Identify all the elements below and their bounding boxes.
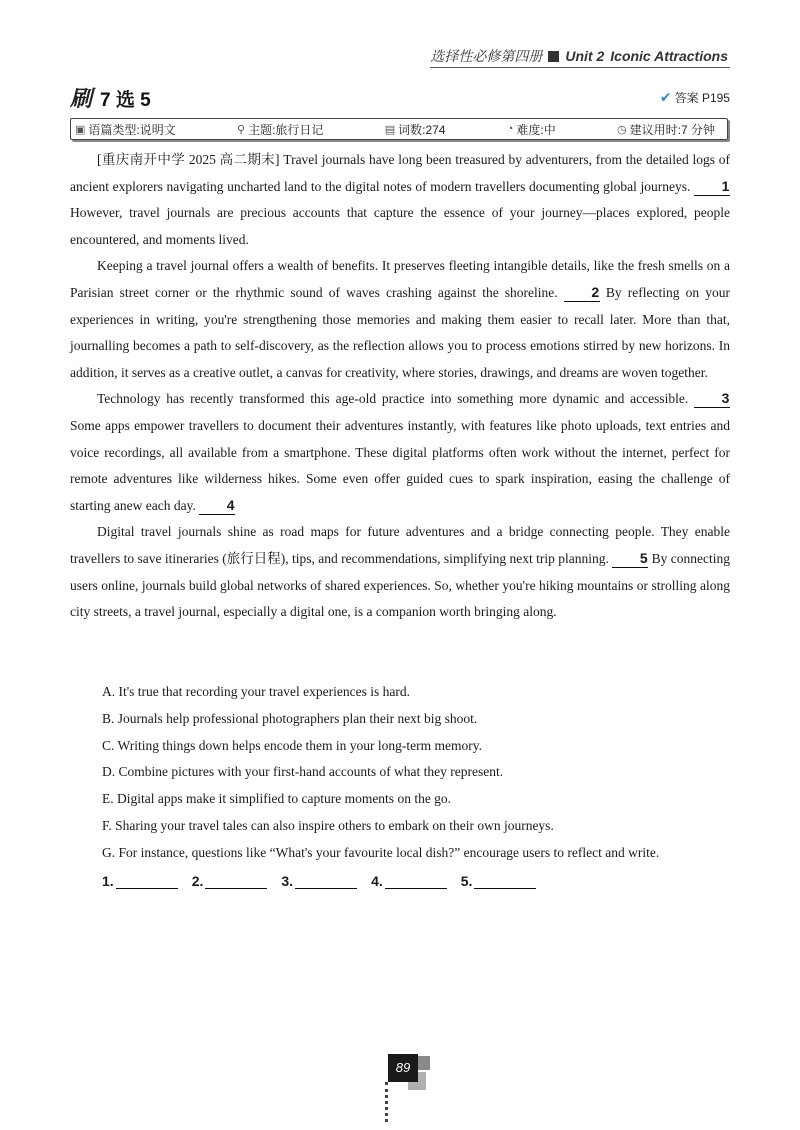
reading-passage	[70, 147, 730, 626]
section-title	[70, 82, 151, 113]
page-number: 89	[388, 1054, 418, 1082]
info-bar	[70, 118, 728, 140]
difficulty-label: 难度:中	[516, 122, 556, 137]
paragraph-text: Technology has recently transformed this age-old practice into something more dynamic and accessible.	[97, 391, 689, 407]
topic-label: 主题:旅行日记	[248, 122, 324, 137]
page-dots	[385, 1082, 391, 1122]
option-b: B. Journals help professional photographers plan their next big shoot.	[102, 710, 478, 726]
answer-label: 4.	[371, 873, 383, 889]
checkmark-icon: ✔	[659, 88, 672, 105]
paragraph-1	[70, 147, 730, 253]
blank-5[interactable]: 5	[612, 549, 648, 568]
option-e: E. Digital apps make it simplified to capture moments on the go.	[102, 791, 452, 807]
answer-label: 5.	[460, 873, 473, 889]
unit-title: Iconic Attractions	[610, 48, 728, 64]
option-a: A. It's true that recording your travel experiences is hard.	[102, 684, 410, 699]
answer-label: 2.	[191, 873, 204, 889]
answer-label: 3.	[281, 873, 294, 889]
paragraph-2	[70, 253, 730, 386]
running-header	[430, 46, 728, 66]
answer-slot-2[interactable]	[192, 872, 268, 889]
answer-label: 1.	[102, 873, 114, 889]
answer-slot-1[interactable]	[102, 872, 178, 889]
paragraph-4	[70, 519, 730, 625]
paragraph-text: However, travel journals are precious accounts that capture the essence of your journey—places explored, people encountered, and moments lived.	[70, 205, 730, 247]
blank-1[interactable]: 1	[694, 177, 730, 196]
answer-page: 答案 P195	[674, 90, 730, 105]
paragraph-text: By reflecting on your experiences in writing, you're strengthening those memories and making them easier to recall later. More than that, journalling becomes a path to self-discovery, as the reflection allows you to process emotions stirred by new horizons. In addition, it serves as a creative outlet, a canvas for creativity, where stories, drawings, and dreams are woven together.	[70, 284, 730, 380]
option-f: F. Sharing your travel tales can also inspire others to embark on their own journeys.	[102, 817, 554, 833]
word-count-label: 词数:274	[398, 122, 446, 137]
section-name: 7 选 5	[100, 89, 151, 111]
blank-2[interactable]: 2	[564, 283, 600, 302]
options-list	[102, 679, 732, 867]
info-word-count	[385, 121, 446, 138]
blank-4[interactable]: 4	[199, 496, 235, 515]
answer-slot-5[interactable]	[461, 872, 537, 889]
book-name: 选择性必修第四册	[430, 48, 543, 64]
answer-line[interactable]	[474, 872, 536, 889]
clock-icon: ◷	[617, 123, 627, 136]
paragraph-3	[70, 386, 730, 519]
paragraph-text: By connecting users online, journals build global networks of shared experiences. So, whether you're hiking mountains or strolling along city streets, a travel journal, especially a digital one, is a companion worth bringing along.	[70, 550, 731, 620]
gauge-icon: ◔	[506, 123, 514, 135]
page-decoration	[418, 1056, 430, 1070]
answer-line[interactable]	[385, 872, 447, 889]
paragraph-text: [重庆南开中学 2025 高二期末] Travel journals have long been treasured by adventurers, from the detailed logs of ancient explorers navigating uncharted land to the digital notes of modern travellers documenting global journeys.	[70, 152, 730, 194]
answer-line[interactable]	[295, 872, 357, 889]
magnifier-icon: ⚲	[237, 123, 246, 136]
time-label: 建议用时:7 分钟	[629, 122, 715, 137]
book-icon: ▣	[75, 123, 86, 136]
info-genre	[75, 121, 176, 138]
option-d: D. Combine pictures with your first-hand accounts of what they represent.	[102, 764, 504, 780]
unit-label: Unit 2	[565, 48, 605, 64]
option-c: C. Writing things down helps encode them in your long-term memory.	[102, 737, 483, 753]
paragraph-text: Some apps empower travellers to document their adventures instantly, with features like photo uploads, text entries and voice recordings, all available from a smartphone. These digital platforms often work without the internet, perfect for remote adventures like wilderness hikes. Some even offer guided cues to spark inspiration, easing the challenge of starting anew each day.	[70, 417, 730, 513]
info-difficulty	[507, 121, 556, 138]
blank-3[interactable]: 3	[694, 389, 730, 408]
answer-slot-4[interactable]	[371, 872, 447, 889]
brand-mark: 刷	[70, 85, 93, 111]
genre-label: 语篇类型:说明文	[88, 122, 176, 137]
document-icon: ▤	[384, 123, 396, 136]
answer-line[interactable]	[205, 872, 267, 889]
answer-reference	[660, 89, 730, 106]
square-icon	[548, 51, 559, 62]
paragraph-text: Keeping a travel journal offers a wealth of benefits. It preserves fleeting intangible details, like the fresh smells on a Parisian street corner or the rhythmic sound of waves crashing against the shoreline.	[70, 258, 730, 300]
section-title-row	[70, 84, 730, 110]
answer-slot-3[interactable]	[281, 872, 357, 889]
header-rule	[430, 67, 730, 68]
option-g: G. For instance, questions like “What's your favourite local dish?” encourage users to reflect and write.	[102, 844, 660, 860]
answer-line[interactable]	[116, 872, 178, 889]
info-time	[617, 121, 715, 138]
info-topic	[237, 121, 323, 138]
paragraph-text: Digital travel journals shine as road maps for future adventures and a bridge connecting people. They enable travellers to save itineraries (旅行日程), tips, and recommendations, simplifying next trip planning.	[70, 524, 730, 566]
answer-blanks	[102, 872, 536, 889]
